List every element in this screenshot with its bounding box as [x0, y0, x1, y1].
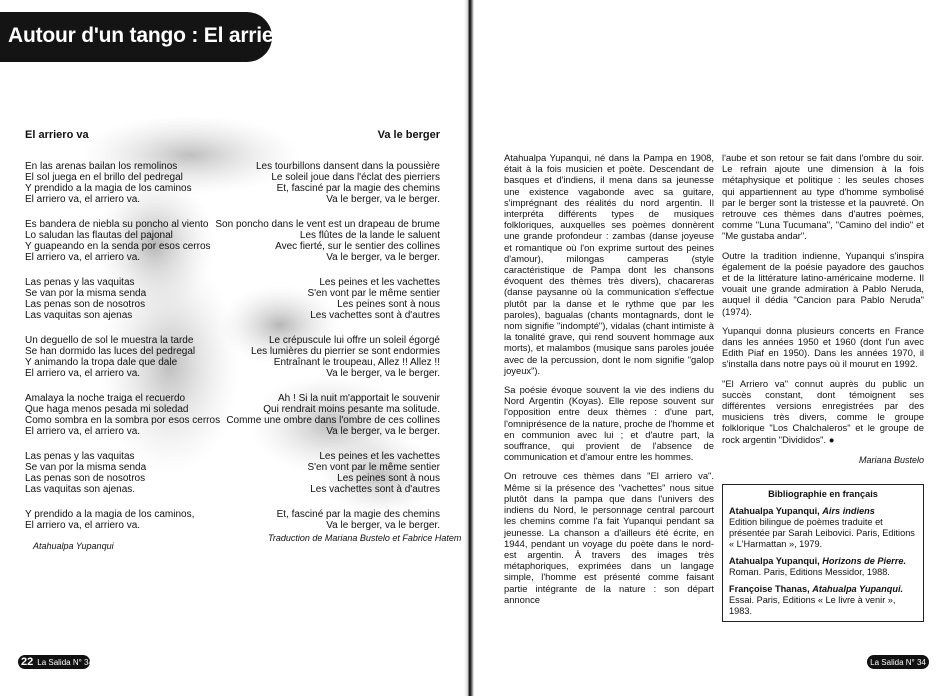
article-column-1 [504, 152, 714, 613]
poem-es-line: Las vaquitas son ajenas [25, 310, 133, 321]
article-paragraph: Atahualpa Yupanqui, né dans la Pampa en 1908, était à la fois musicien et poète. Descendant de basques et d'indiens, il mena dans sa jeunesse une existence vagabonde avec sa guitare, s'imprégnant des réalités du nord argentin. Il interpréta différents types de musiques folkloriques, auxquelles ses poèmes donnèrent une grande profondeur : zambas (danse joyeuse et romantique où l'on exprime surtout des peines d'amour), milongas camperas (style caractéristique de Pampa dont les chansons évoquent des thèmes très divers), chacareras (danse paysanne où la communication s'effectue plutôt par la danse et le rythme que par les paroles), bagualas (chants montagnards, dont le nom signifie "indompté"), vidalas (chant intimiste à la tonalité grave, qui rend souvent hommage aux morts), et malambos (musique sans paroles jouée avec de la percussion, dont le nom signifie "galop joyeux"). [504, 152, 714, 376]
poem-fr-line: Les tourbillons dansent dans la poussière [255, 161, 440, 172]
bibliography-details: Essai. Paris, Editions « Le livre à venir », 1983. [729, 595, 896, 616]
poem-french-heading: Va le berger [377, 129, 440, 141]
poem-es-line: El sol juega en el brillo del pedregal [25, 172, 183, 183]
bibliography-details: Roman. Paris, Editions Messidor, 1988. [729, 567, 890, 577]
poem-fr-stanza [200, 335, 440, 379]
article-paragraph: Outre la tradition indienne, Yupanqui s'inspira également de la poésie payadore des gauchos et de la littérature latino-américaine moderne. Il vouait une grande admiration à Pablo Neruda, auquel il dédia "Cancion para Pablo Neruda" (1974). [722, 249, 924, 317]
poem-fr-line: Avec fierté, sur le sentier des collines [275, 241, 440, 252]
article-signature: Mariana Bustelo [858, 454, 924, 465]
poem-fr-line: Et, fasciné par la magie des chemins [276, 183, 440, 194]
poem-fr-stanza [200, 393, 440, 437]
poem-fr-line: Va le berger, va le berger. [326, 252, 440, 263]
poem-fr-line: Comme une ombre dans l'ombre de ces collines [226, 415, 440, 426]
poem-fr-line: Et, fasciné par la magie des chemins [276, 509, 440, 520]
poem-es-line: Se han dormido las luces del pedregal [25, 346, 196, 357]
poem-es-line: El arriero va, el arriero va. [25, 426, 141, 437]
poem-fr-stanza [200, 509, 440, 531]
poem-fr-line: S'en vont par le même sentier [307, 462, 440, 473]
poem-fr-line: Ah ! Si la nuit m'apportait le souvenir [278, 393, 440, 404]
magazine-label: La Salida N° 34 [870, 657, 926, 667]
poem-es-line: Un deguello de sol le muestra la tarde [25, 335, 194, 346]
poem-es-line: El arriero va, el arriero va. [25, 194, 141, 205]
footer-left [18, 655, 93, 669]
poem-french [200, 130, 440, 545]
poem-fr-line: Va le berger, va le berger. [326, 426, 440, 437]
poem-fr-line: Va le berger, va le berger. [326, 520, 440, 531]
poem-es-line: Las penas y las vaquitas [25, 451, 135, 462]
poem-es-line: Y animando la tropa dale que dale [25, 357, 178, 368]
poem-fr-line: Va le berger, va le berger. [326, 194, 440, 205]
bibliography-work: Airs indiens [822, 506, 875, 516]
poem-es-line: Se van por la misma senda [25, 288, 147, 299]
page-title: Autour d'un tango : El arriero va [8, 24, 323, 47]
footer-right [867, 655, 929, 669]
poem-es-line: Es bandera de niebla su poncho al viento [25, 219, 209, 230]
bibliography-entry [729, 584, 917, 617]
poem-fr-line: Les lumières du pierrier se sont endormies [251, 346, 440, 357]
poem-es-line: Y prendido a la magia de los caminos [25, 183, 192, 194]
poem-fr-line: Son poncho dans le vent est un drapeau de brume [215, 219, 440, 230]
poem-fr-line: Les peines sont à nous [337, 299, 440, 310]
bibliography-author: Françoise Thanas, [729, 584, 810, 594]
poem-fr-stanza [200, 277, 440, 321]
article-paragraph: "El Arriero va" connut auprès du public un succès constant, dont témoignent ses différentes versions enregistrées par des musiciens très divers, comme le groupe folklorique "Los Chalchaleros" et le groupe de rock argentin "Divididos". ● [722, 377, 924, 445]
article-paragraph: On retrouve ces thèmes dans "El arriero va". Même si la présence des "vachettes" nous situe plutôt dans la pampa que dans l'univers des indiens du Nord, le personnage central parcourt les chemins comme l'a fait Yupanqui pendant sa jeunesse. La chanson a d'ailleurs été écrite, en 1944, pendant un voyage du poète dans le nord-est argentin. À travers des images très métaphoriques, exprimées dans un langage simple, l'homme est présenté comme faisant partie intégrante de la nature : son départ annonce [504, 470, 714, 605]
poem-author-credit: Atahualpa Yupanqui [33, 541, 114, 551]
poem-fr-stanza [200, 451, 440, 495]
poem-es-line: Amalaya la noche traiga el recuerdo [25, 393, 186, 404]
title-banner [0, 12, 323, 62]
poem-fr-line: Va le berger, va le berger. [326, 368, 440, 379]
poem-fr-line: S'en vont par le même sentier [307, 288, 440, 299]
bibliography-work: Horizons de Pierre. [822, 556, 906, 566]
article-column-2 [722, 152, 924, 466]
poem-es-line: Que haga menos pesada mi soledad [25, 404, 189, 415]
poem-es-line: Las vaquitas son ajenas. [25, 484, 136, 495]
poem-es-line: En las arenas bailan los remolinos [25, 161, 178, 172]
poem-es-line: El arriero va, el arriero va. [25, 252, 141, 263]
article-paragraph: l'aube et son retour se fait dans l'ombre du soir. Le refrain ajoute une dimension à la fois métaphysique et politique : les seules choses qui appartiennent au type d'homme symbolisé par le berger sont la tristesse et la pauvreté. On retrouve ces thèmes dans d'autres poèmes, comme "Luna Tucumana", "Camino del indio" et "Me gustaba andar". [722, 152, 924, 242]
poem-fr-line: Les peines et les vachettes [319, 277, 440, 288]
poem-spanish-heading: El arriero va [25, 129, 89, 141]
left-page [0, 0, 462, 696]
page-number: 22 [21, 656, 34, 668]
poem-es-line: Las penas son de nosotros [25, 299, 146, 310]
translation-credit: Traduction de Mariana Bustelo et Fabrice Hatem [268, 533, 462, 543]
poem-fr-line: Entraînant le troupeau, Allez !! Allez !! [273, 357, 440, 368]
poem-fr-line: Les vachettes sont à d'autres [310, 484, 440, 495]
page-gutter [464, 0, 474, 696]
right-page [474, 0, 938, 696]
poem-fr-line: Qui rendrait moins pesante ma solitude. [263, 404, 440, 415]
bibliography-work: Atahualpa Yupanqui. [812, 584, 904, 594]
poem-es-line: Lo saludan las flautas del pajonal [25, 230, 173, 241]
bibliography-entry [729, 506, 917, 550]
bibliography-title: Bibliographie en français [768, 489, 878, 499]
poem-es-line: Y guapeando en la senda por esos cerros [25, 241, 211, 252]
poem-es-line: El arriero va, el arriero va. [25, 520, 141, 531]
poem-fr-line: Les flûtes de la lande le saluent [299, 230, 440, 241]
poem-fr-line: Le crépuscule lui offre un soleil égorgé [268, 335, 440, 346]
bibliography-author: Atahualpa Yupanqui, [729, 556, 820, 566]
poem-fr-stanza [200, 219, 440, 263]
poem-es-line: Las penas son de nosotros [25, 473, 146, 484]
poem-es-line: Como sombra en la sombra por esos cerros [25, 415, 221, 426]
article-paragraph: Sa poésie évoque souvent la vie des indiens du Nord Argentin (Koyas). Elle repose souvent sur l'opposition entre deux thèmes : d'une part, l'omniprésence de la nature, proche de l'homme et en communion avec lui ; et d'autre part, la souffrance, qui provient de l'absence de communication et d'amour entre les hommes. [504, 384, 714, 463]
poem-es-line: Las penas y las vaquitas [25, 277, 135, 288]
article-paragraph: Yupanqui donna plusieurs concerts en France dans les années 1950 et 1960 (dont l'un avec Edith Piaf en 1950). Dans les années 1970, il s'installa dans notre pays où il mourut en 1992. [722, 324, 924, 370]
bibliography-author: Atahualpa Yupanqui, [729, 506, 820, 516]
bibliography-box [722, 484, 924, 622]
poem-es-line: Se van por la misma senda [25, 462, 147, 473]
magazine-label: La Salida N° 34 [37, 657, 93, 667]
poem-fr-line: Les vachettes sont à d'autres [310, 310, 440, 321]
poem-es-line: Y prendido a la magia de los caminos, [25, 509, 195, 520]
poem-es-line: El arriero va, el arriero va. [25, 368, 141, 379]
poem-fr-line: Les peines sont à nous [337, 473, 440, 484]
poem-fr-line: Les peines et les vachettes [319, 451, 440, 462]
bibliography-details: Edition bilingue de poèmes traduite et présentée par Sarah Leibovici. Paris, Editions « L'Harmattan », 1979. [729, 517, 915, 549]
bibliography-entry [729, 556, 917, 578]
poem-fr-line: Le soleil joue dans l'éclat des pierriers [271, 172, 440, 183]
poem-fr-stanza [200, 161, 440, 205]
